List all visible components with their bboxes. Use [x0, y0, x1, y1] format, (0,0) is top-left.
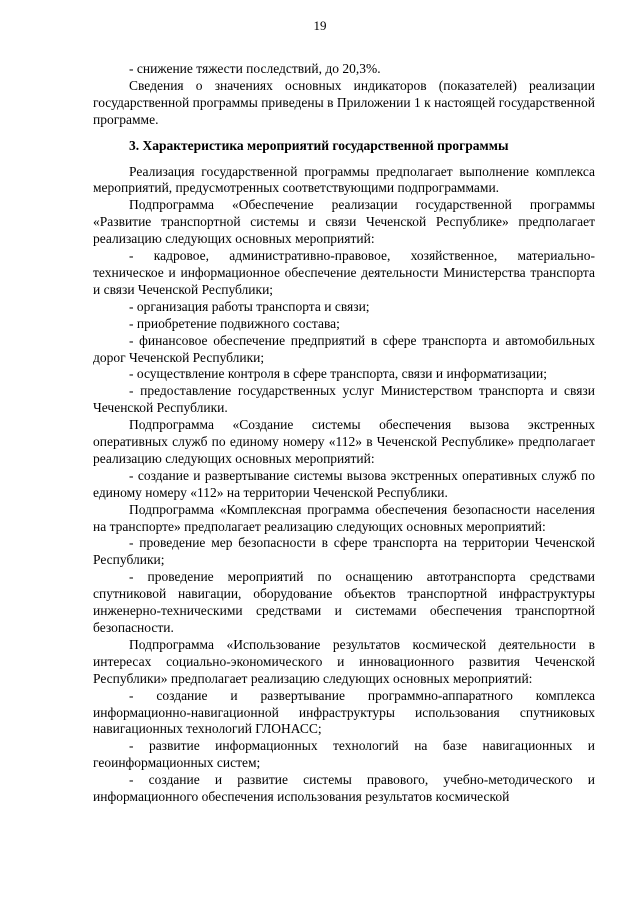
list-item: - проведение мер безопасности в сфере транспорта на территории Чеченской Республики;: [93, 535, 595, 568]
list-item: - организация работы транспорта и связи;: [129, 298, 370, 314]
paragraph: Сведения о значениях основных индикаторов (показателей) реализации государственной программы приведены в Приложении 1 к настоящей государственной программе.: [93, 77, 595, 127]
list-item: - проведение мероприятий по оснащению автотранспорта средствами спутниковой навигации, оборудование объектов транспортной инфраструктуры инженерно-техническими средствами и системами обеспечения транспортной безопасности.: [93, 569, 595, 635]
paragraph: Подпрограмма «Обеспечение реализации государственной программы «Развитие транспортной системы и связи Чеченской Республике» предполагает реализацию следующих основных мероприятий:: [93, 197, 595, 247]
section-heading: 3. Характеристика мероприятий государственной программы: [129, 137, 509, 153]
page-number: 19: [313, 18, 327, 33]
paragraph: Подпрограмма «Создание системы обеспечения вызова экстренных оперативных служб по единому номеру «112» в Чеченской Республике» предполагает реализацию следующих основных мероприятий:: [93, 417, 595, 466]
list-item: - кадровое, административно-правовое, хозяйственное, материально-техническое и информационное обеспечение деятельности Министерства транспорта и связи Чеченской Республики;: [93, 248, 595, 297]
document-body: [93, 61, 595, 806]
paragraph: Подпрограмма «Комплексная программа обеспечения безопасности населения на транспорте» предполагает реализацию следующих основных мероприятий:: [93, 501, 595, 534]
paragraph: Реализация государственной программы предполагает выполнение комплекса мероприятий, предусмотренных соответствующими подпрограммами.: [93, 163, 595, 196]
list-item: - финансовое обеспечение предприятий в сфере транспорта и автомобильных дорог Чеченской Республики;: [93, 332, 595, 365]
list-item: - предоставление государственных услуг Министерством транспорта и связи Чеченской Республики.: [93, 383, 595, 416]
list-item: - создание и развитие системы правового, учебно-методического и информационного обеспечения использования результатов космической: [93, 772, 595, 805]
list-item: - осуществление контроля в сфере транспорта, связи и информатизации;: [129, 366, 547, 382]
list-item: - приобретение подвижного состава;: [129, 315, 340, 331]
paragraph: - снижение тяжести последствий, до 20,3%.: [129, 61, 381, 76]
list-item: - создание и развертывание программно-аппаратного комплекса информационно-навигационной инфраструктуры использования спутниковых навигационных технологий ГЛОНАСС;: [93, 687, 595, 737]
paragraph: Подпрограмма «Использование результатов космической деятельности в интересах социально-экономического и инновационного развития Чеченской Республики» предполагает реализацию следующих основных мероприятий:: [93, 636, 595, 686]
list-item: - развитие информационных технологий на базе навигационных и геоинформационных систем;: [93, 738, 595, 771]
list-item: - создание и развертывание системы вызова экстренных оперативных служб по единому номеру «112» на территории Чеченской Республики.: [93, 467, 595, 500]
